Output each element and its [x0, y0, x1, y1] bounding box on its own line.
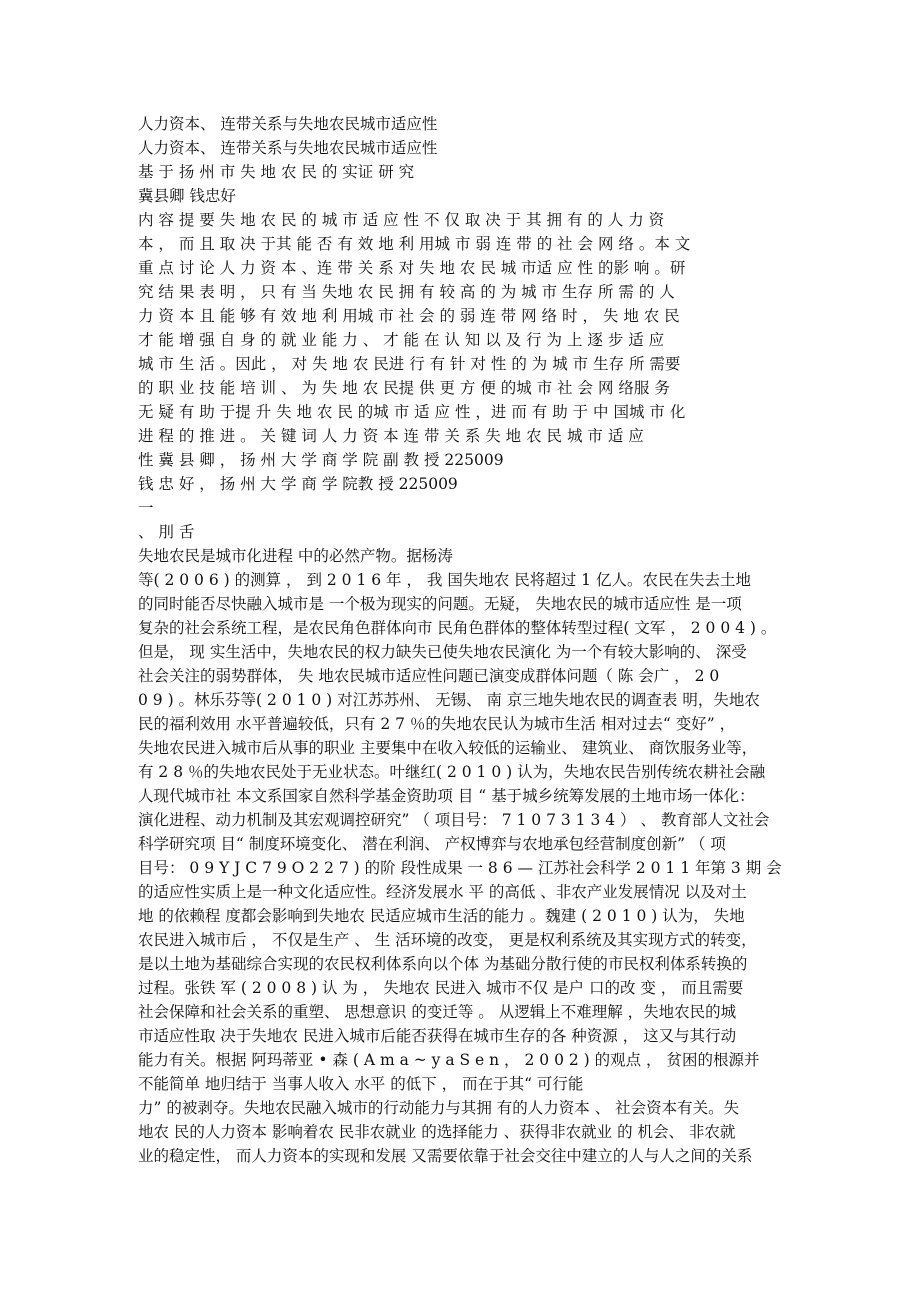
subtitle: 基 于 扬 州 市 失 地 农 民 的 实证 研 究 — [138, 163, 415, 181]
abstract-line: 重 点 讨 论 人 力 资 本 、连 带 关 系 对 失 地 农 民 城 市适 应 性 的影 响 。研 — [138, 259, 686, 277]
body-line: 力” 的被剥夺。失地农民融入城市的行动能力与其拥 有的人力资本 、 社会资本有关。失 — [138, 1099, 740, 1117]
abstract-line: 城 市 生 活 。因此 ， 对 失 地 农 民进 行 有 针 对 性 的 为 城 市 生存 所 需要 — [138, 355, 681, 373]
body-line: 业的稳定性， 而人力资本的实现和发展 又需要依靠于社会交往中建立的人与人之间的关系 — [138, 1147, 753, 1165]
body-line: 科学研究项 目“ 制度环境变化、 潜在利润、 产权博弈与农地承包经营制度创新” （ 项 — [138, 835, 726, 853]
section-mark: 一 — [138, 499, 154, 517]
body-line: 地 的依赖程 度都会影响到失地农 民适应城市生活的能力 。魏建 ( 2 0 1 0 ) 认为， 失地 — [138, 907, 745, 925]
body-line: 民的福利效用 水平普遍较低，只有 2 7 ％的失地农民认为城市生活 相对过去“ 变好” ， — [138, 715, 736, 733]
body-line: 地农 民的人力资本 影响着农 民非农就业 的选择能力 、获得非农就业 的 机会、 非农就 — [138, 1123, 736, 1141]
abstract-line: 的 职 业 技 能 培 训 、 为 失 地 农 民提 供 更 方 便 的城 市 社 会 网 络服 务 — [138, 379, 670, 397]
abstract-line: 究 结 果 表 明 ， 只 有 当 失地 农 民 拥 有 较 高 的 为 城 市 生存 所 需 的 人 — [138, 283, 675, 301]
body-line: 复杂的社会系统工程，是农民角色群体向市 民角色群体的整体转型过程( 文军 ， 2 0 0 4 ) 。 — [138, 619, 777, 637]
abstract-line: 才 能 增 强 自 身 的 就 业 能 力 、 才 能 在 认 知 以 及 行 为 上 逐 步 适 应 — [138, 331, 665, 349]
abstract-line: 力 资 本 且 能 够 有 效 地 利 用城 市 社 会 的 弱 连 带 网 络 时 ， 失 地 农 民 — [138, 307, 680, 325]
body-line: 目号： 0 9 Y J C 7 9 O 2 2 7 ) 的阶 段性成果 一 8 6 — 江苏社会科学 2 0 1 1 年第 3 期 会 — [138, 859, 782, 877]
body-line: 失地农民是城市化进程 中的必然产物。据杨涛 — [138, 547, 453, 565]
body-line: 农民进入城市后 ， 不仅是生产 、 生 活环境的改变， 更是权利系统及其实现方式的转变， — [138, 931, 757, 949]
body-text — [138, 544, 788, 1168]
abstract-line: 本 ， 而 且 取 决 于其 能 否 有 效 地 利 用城 市 弱 连 带 的 社 会 网 络 。本 文 — [138, 235, 691, 253]
abstract-line: 内 容 提 要 失 地 农 民 的 城 市 适 应 性 不 仅 取 决 于 其 拥 有 的 人 力 资 — [138, 211, 665, 229]
abstract-line: 无 疑 有 助 于提 升 失 地 农 民 的城 市 适 应 性 ，进 而 有 助 于 中 国城 市 化 — [138, 403, 686, 421]
abstract-line: 钱 忠 好 ， 扬 州 大 学 商 学 院教 授 225009 — [138, 475, 458, 493]
authors: 冀县卿 钱忠好 — [138, 187, 236, 205]
title-line-1: 人力资本、 连带关系与失地农民城市适应性 — [138, 115, 438, 133]
body-line: 有 2 8 ％的失地农民处于无业状态。叶继红( 2 0 1 0 ) 认为，失地农民告别传统农耕社会融 — [138, 763, 766, 781]
body-line: 社会保障和社会关系的重塑、 思想意识 的变迁等 。 从逻辑上不难理解 ，失地农民的城 — [138, 1003, 737, 1021]
body-line: 的适应性实质上是一种文化适应性。经济发展水 平 的高低 、非农产业发展情况 以及对土 — [138, 883, 747, 901]
abstract-line: 进 程 的 推 进 。 关 键 词 人 力 资 本 连 带 关 系 失 地 农 民 城 市 适 应 — [138, 427, 644, 445]
body-line: 人现代城市社 本文系国家自然科学基金资助项 目 “ 基于城乡统筹发展的土地市场一体化： — [138, 787, 755, 805]
body-line: 社会关注的弱势群体， 失 地农民城市适应性问题已演变成群体问题（ 陈 会广 ， 2 0 — [138, 667, 720, 685]
title-line-2: 人力资本、 连带关系与失地农民城市适应性 — [138, 139, 438, 157]
body-line: 不能简单 地归结于 当事人收入 水平 的低下 ， 而在于其“ 可行能 — [138, 1075, 584, 1093]
body-line: 0 9 ) 。林乐芬等( 2 0 1 0 ) 对江苏苏州、 无锡、 南 京三地失地农民的调查表 明，失地农 — [138, 691, 760, 709]
body-line: 的同时能否尽快融入城市是 一个极为现实的问题。无疑， 失地农民的城市适应性 是一项 — [138, 595, 742, 613]
document-page — [138, 112, 788, 1168]
body-line: 等( 2 0 0 6 ) 的测算 ， 到 2 0 1 6 年 ， 我 国失地农 民将超过 1 亿人。农民在失去土地 — [138, 571, 751, 589]
body-line: 能力有关。根据 阿玛蒂亚 • 森 ( A m a ~ y a S e n ， 2 0 0 2 ) 的观点 ， 贫困的根源并 — [138, 1051, 760, 1069]
body-line: 但是， 现 实生活中，失地农民的权力缺失已使失地农民演化 为一个有较大影响的、 深受 — [138, 643, 747, 661]
abstract-line: 性 冀 县 卿 ， 扬 州 大 学 商 学 院 副 教 授 225009 — [138, 451, 504, 469]
body-line: 演化进程、动力机制及其宏观调控研究” （ 项目号： 7 1 0 7 3 1 3 4 ） 、 教育部人文社会 — [138, 811, 770, 829]
body-line: 市适应性取 决于失地农 民进入城市后能否获得在城市生存的各 种资源 ， 这又与其行动 — [138, 1027, 737, 1045]
section-title: 、 刖 舌 — [138, 523, 195, 541]
body-line: 是以土地为基础综合实现的农民权利体系向以个体 为基础分散行使的市民权利体系转换的 — [138, 955, 748, 973]
body-line: 失地农民进入城市后从事的职业 主要集中在收入较低的运输业、 建筑业、 商饮服务业等， — [138, 739, 758, 757]
body-line: 过程。张铁 军 ( 2 0 0 8 ) 认 为 ， 失地农 民进入 城市不仅 是户 口的改 变 ， 而且需要 — [138, 979, 744, 997]
abstract — [138, 208, 788, 496]
